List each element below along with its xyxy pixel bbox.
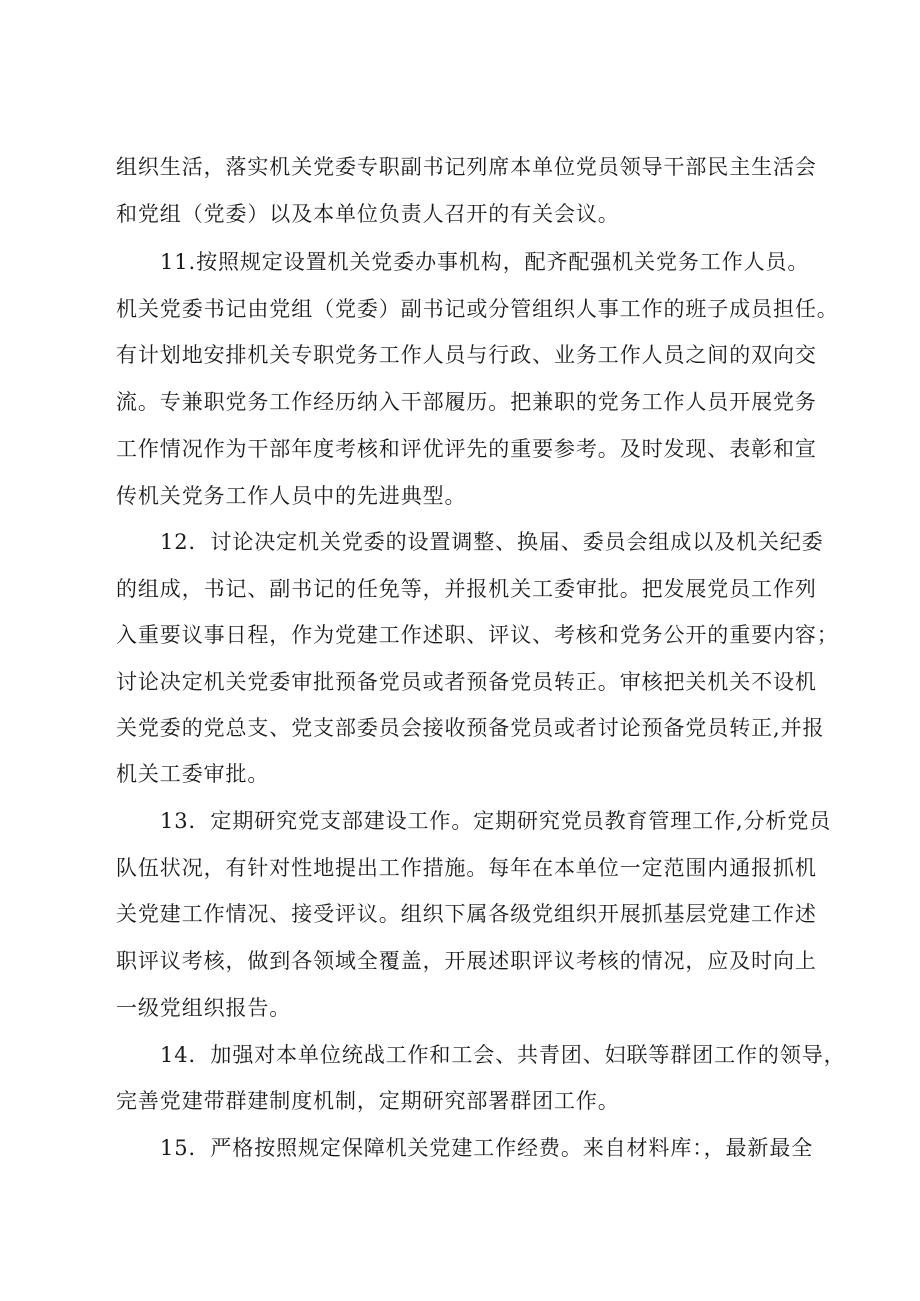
text-line: 有计划地安排机关专职党务工作人员与行政、业务工作人员之间的双向交 <box>116 343 817 367</box>
paragraph-13-start: 13．定期研究党支部建设工作。定期研究党员教育管理工作,分析党员 <box>160 809 832 833</box>
paragraph-15-start: 15．严格按照规定保障机关党建工作经费。来自材料库：，最新最全 <box>160 1136 814 1160</box>
text-line: 传机关党务工作人员中的先进典型。 <box>116 484 467 508</box>
text-line: 的组成，书记、副书记的任免等，并报机关工委审批。把发展党员工作列 <box>116 577 817 601</box>
text-line: 完善党建带群建制度机制，定期研究部署群团工作。 <box>116 1089 620 1113</box>
text-line: 机关党委书记由党组（党委）副书记或分管组织人事工作的班子成员担任。 <box>116 297 839 321</box>
paragraph-14-start: 14．加强对本单位统战工作和工会、共青团、妇联等群团工作的领导， <box>160 1043 846 1067</box>
text-line: 关党委的党总支、党支部委员会接收预备党员或者讨论预备党员转正,并报 <box>116 716 825 740</box>
text-line: 组织生活，落实机关党委专职副书记列席本单位党员领导干部民主生活会 <box>116 155 817 179</box>
text-line: 职评议考核，做到各领域全覆盖，开展述职评议考核的情况，应及时向上 <box>116 949 817 973</box>
text-line: 讨论决定机关党委审批预备党员或者预备党员转正。审核把关机关不设机 <box>116 670 817 694</box>
text-line: 和党组（党委）以及本单位负责人召开的有关会议。 <box>116 202 620 226</box>
text-line: 入重要议事日程，作为党建工作述职、评议、考核和党务公开的重要内容； <box>116 623 839 647</box>
text-line: 流。专兼职党务工作经历纳入干部履历。把兼职的党务工作人员开展党务 <box>116 390 817 414</box>
text-line: 一级党组织报告。 <box>116 996 292 1020</box>
text-line: 队伍状况，有针对性地提出工作措施。每年在本单位一定范围内通报抓机 <box>116 856 817 880</box>
text-line: 关党建工作情况、接受评议。组织下属各级党组织开展抓基层党建工作述 <box>116 902 817 926</box>
paragraph-12-start: 12．讨论决定机关党委的设置调整、换届、委员会组成以及机关纪委 <box>160 530 824 554</box>
text-line: 机关工委审批。 <box>116 762 270 786</box>
text-line: 工作情况作为干部年度考核和评优评先的重要参考。及时发现、表彰和宣 <box>116 437 817 461</box>
paragraph-11-start: 11.按照规定设置机关党委办事机构，配齐配强机关党务工作人员。 <box>160 250 810 274</box>
